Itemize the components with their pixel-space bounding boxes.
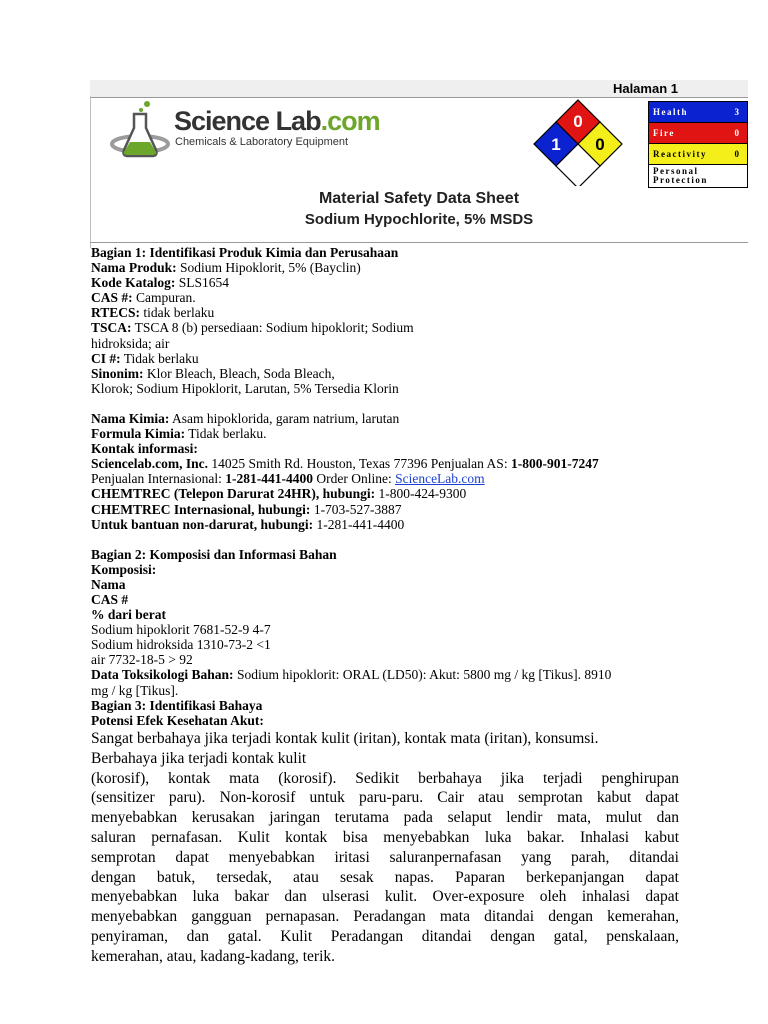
nfpa-reactivity-value: 0: [595, 135, 605, 154]
section1-heading: Bagian 1: Identifikasi Produk Kimia dan Perusahaan: [91, 245, 399, 260]
composition-col-weight: % dari berat: [91, 607, 166, 623]
hmis-fire-label: Fire: [653, 128, 675, 138]
composition-row: air 7732-18-5 > 92: [91, 652, 193, 668]
order-online-link[interactable]: ScienceLab.com: [395, 471, 485, 487]
company-line: Sciencelab.com, Inc. 14025 Smith Rd. Houston, Texas 77396 Penjualan AS: 1-800-901-7247: [91, 456, 599, 472]
section3-heading: Bagian 3: Identifikasi Bahaya: [91, 697, 263, 713]
document-subtitle: Sodium Hypochlorite, 5% MSDS: [304, 211, 534, 228]
body-line: kemerahan, atau, kadang-kadang, terik.: [91, 947, 336, 965]
ci-line: CI #: Tidak berlaku: [91, 350, 199, 366]
tsca-line-cont: hidroksida; air: [91, 335, 170, 351]
hmis-reactivity-value: 0: [734, 149, 739, 159]
rtecs-line: RTECS: tidak berlaku: [91, 305, 215, 321]
composition-label: Komposisi:: [91, 561, 157, 577]
header-bottom-rule: [90, 242, 748, 243]
synonyms-line-cont: Klorok; Sodium Hipoklorit, Larutan, 5% Tersedia Klorin: [91, 380, 399, 396]
body-line: menyebabkan gangguan pernapasan. Peradangan mata ditandai dengan kemerahan,: [91, 908, 679, 926]
hmis-fire-row: [649, 123, 747, 144]
chemical-formula-line: Formula Kimia: Tidak berlaku.: [91, 426, 267, 442]
logo-brand-name: Science Lab: [174, 106, 321, 136]
body-line: penyiraman, dan gatal. Kulit Peradangan ditandai dengan gatal, penskalaan,: [91, 927, 679, 945]
body-line: Berbahaya jika terjadi kontak kulit: [91, 749, 307, 767]
body-line: menyebabkan luka bakar dan ulserasi kulit. Over-exposure oleh inhalasi dapat: [91, 888, 679, 906]
hmis-fire-value: 0: [734, 128, 739, 138]
hmis-ppe-row: [649, 165, 747, 187]
nfpa-diamond: [526, 98, 630, 186]
toxicology-line: Data Toksikologi Bahan: Sodium hipoklorit: ORAL (LD50): Akut: 5800 mg / kg [Tikus]. 8910: [91, 667, 612, 683]
acute-effects-text: [91, 729, 679, 967]
catalog-code-line: Kode Katalog: SLS1654: [91, 275, 230, 291]
chemtrec-intl-line: CHEMTREC Internasional, hubungi: 1-703-527-3887: [91, 501, 402, 517]
intl-sales-line: Penjualan Internasional: 1-281-441-4400 Order Online: ScienceLab.com: [91, 471, 485, 487]
non-emergency-line: Untuk bantuan non-darurat, hubungi: 1-281-441-4400: [91, 516, 405, 532]
msds-content: [91, 245, 681, 728]
body-line: (sensitizer paru). Non-korosif untuk paru-paru. Cair atau semprotan kabut dapat: [91, 789, 679, 807]
page-number-label: Halaman 1: [612, 81, 678, 96]
body-line: saluran pernafasan. Kulit kontak bisa menyebabkan luka bakar. Inhalasi kabut: [91, 828, 679, 846]
sciencelab-logo: [110, 98, 380, 162]
hmis-label: [648, 101, 748, 188]
acute-effects-label: Potensi Efek Kesehatan Akut:: [91, 712, 264, 728]
contact-heading: Kontak informasi:: [91, 441, 198, 457]
body-line: semprotan dapat menyebabkan iritasi saluranpernafasan yang parah, ditandai: [91, 848, 679, 866]
logo-brand-tld: .com: [320, 106, 380, 136]
body-line: Sangat berbahaya jika terjadi kontak kulit (iritan), kontak mata (iritan), konsumsi.: [91, 730, 599, 747]
hmis-ppe-label: Personal Protection: [653, 166, 708, 185]
nfpa-flammability-value: 0: [573, 112, 583, 131]
product-name-line: Nama Produk: Sodium Hipoklorit, 5% (Bayclin): [91, 260, 361, 276]
body-line: (korosif), kontak mata (korosif). Sedikit berbahaya jika terjadi penghirupan: [91, 769, 679, 787]
composition-col-cas: CAS #: [91, 591, 129, 607]
nfpa-health-value: 1: [551, 135, 561, 154]
synonyms-line: Sinonim: Klor Bleach, Bleach, Soda Bleach,: [91, 365, 335, 381]
hmis-health-row: [649, 102, 747, 123]
flask-icon: [110, 98, 172, 162]
body-line: dengan batuk, tersedak, atau sesak napas. Paparan berkepanjangan dapat: [91, 868, 679, 886]
hmis-health-label: Health: [653, 107, 688, 117]
composition-col-name: Nama: [91, 576, 126, 592]
hmis-reactivity-row: [649, 144, 747, 165]
document-title: Material Safety Data Sheet: [318, 190, 520, 207]
logo-tagline: Chemicals & Laboratory Equipment: [175, 136, 349, 148]
section2-heading: Bagian 2: Komposisi dan Informasi Bahan: [91, 546, 337, 562]
tsca-line: TSCA: TSCA 8 (b) persediaan: Sodium hipoklorit; Sodium: [91, 320, 414, 336]
toxicology-line-cont: mg / kg [Tikus].: [91, 682, 179, 698]
body-line: menyebabkan kerusakan jaringan terutama pada selaput lendir mata, mulut dan: [91, 809, 679, 827]
chemtrec-line: CHEMTREC (Telepon Darurat 24HR), hubungi: 1-800-424-9300: [91, 486, 467, 502]
hmis-reactivity-label: Reactivity: [653, 149, 707, 159]
hmis-health-value: 3: [734, 107, 739, 117]
composition-row: Sodium hipoklorit 7681-52-9 4-7: [91, 622, 271, 638]
chemical-name-line: Nama Kimia: Asam hipoklorida, garam natrium, larutan: [91, 410, 400, 426]
composition-row: Sodium hidroksida 1310-73-2 <1: [91, 637, 271, 653]
cas-line: CAS #: Campuran.: [91, 290, 196, 306]
